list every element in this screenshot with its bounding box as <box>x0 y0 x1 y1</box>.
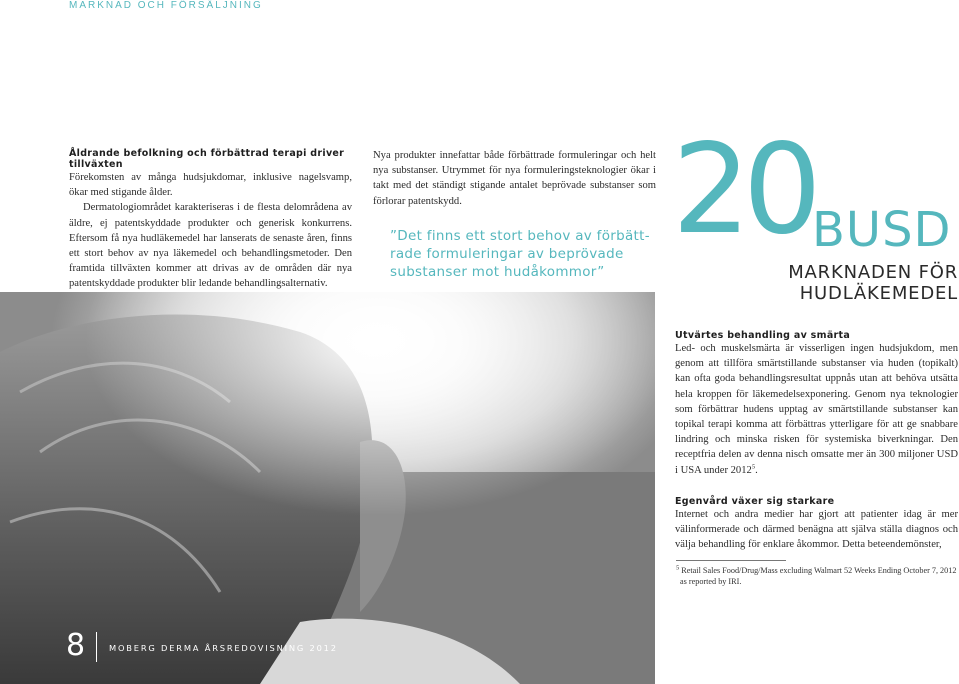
right-paragraph-1-text: Led- och muskelsmärta är visserligen ingen hudsjukdom, men genom att tillföra smärtstillande substanser via huden (topikalt) kan ofta goda behandlingsresultat uppnås utan att behöva utsätta hela kroppen för läkemedelsexponering. Genom nya teknologier som förbättrar hudens upptag av smärtstillande substanser kan topikal terapi komma att förbättras ytterligare för att ge snabbare lindring och minska risken för systemiska biverkningar. Den receptfria delen av denna nisch omsatte mer än 300 miljoner USD i USA under 2012 <box>675 343 958 476</box>
photo-illustration <box>0 292 655 684</box>
market-size-number: 20 <box>672 118 814 262</box>
right-heading-2: Egenvård växer sig starkare <box>675 495 835 507</box>
footnote-number: 5 <box>676 564 680 572</box>
left-paragraph-1: Förekomsten av många hudsjukdomar, inklusive nagelsvamp, ökar med stigande ålder. <box>69 172 352 199</box>
market-size-unit: BUSD <box>812 202 952 258</box>
left-heading: Åldrande befolkning och förbättrad terapi driver tillväxten <box>69 148 345 170</box>
market-size-label <box>700 262 958 304</box>
footnote-reference: 5 <box>751 463 756 471</box>
right-heading-1: Utvärtes behandling av smärta <box>675 330 851 341</box>
market-label-line-1: MARKNADEN FÖR <box>788 262 958 283</box>
market-label-line-2: HUDLÄKEMEDEL <box>799 283 958 304</box>
footer-publication: MOBERG DERMA ÅRSREDOVISNING 2012 <box>109 643 338 653</box>
footnote <box>676 560 959 587</box>
left-paragraph-2: Dermatologiområdet karakteriseras i de flesta delområdena av äldre, ej patentskyddade produkter och generisk konkurrens. Eftersom få nya hudläkemedel har lanserats de senaste åren, finns ett stort behov av nya läkemedel och behandlingsmetoder. Den framtida tillväxten kommer att drivas av de områden där nya patentskyddade produkter blir ledande behandlingsalternativ. <box>69 202 352 290</box>
footnote-body <box>676 565 959 587</box>
right-paragraph-2: Internet och andra medier har gjort att patienter idag är mer välinformerade och därmed benägna att själva ställa diagnos och välja behandling för enklare åkommor. Detta beteendemönster, <box>675 508 958 551</box>
right-paragraph-1-end: . <box>755 464 758 476</box>
middle-paragraph: Nya produkter innefattar både förbättrade formuleringar och helt nya substanser. Utrymmet för nya formuleringsteknologier ökar i takt med det ständigt stigande antalet beprövade substanser som förlorar patentskydd. <box>373 150 656 207</box>
footnote-text: Retail Sales Food/Drug/Mass excluding Walmart 52 Weeks Ending October 7, 2012 as reported by IRI. <box>680 566 957 586</box>
page-number: 8 <box>66 628 86 663</box>
footer-divider <box>96 632 97 662</box>
woman-hair-photo <box>0 292 655 684</box>
section-label: MARKNAD OCH FÖRSÄLJNING <box>69 0 263 11</box>
left-column <box>69 148 352 292</box>
right-paragraph-1 <box>675 341 958 478</box>
middle-column <box>373 148 656 281</box>
right-column <box>675 330 958 552</box>
pull-quote: ”Det finns ett stort behov av förbätt-rade formuleringar av beprövade substanser mot hudåkommor” <box>390 227 650 280</box>
footnote-divider <box>676 560 786 561</box>
